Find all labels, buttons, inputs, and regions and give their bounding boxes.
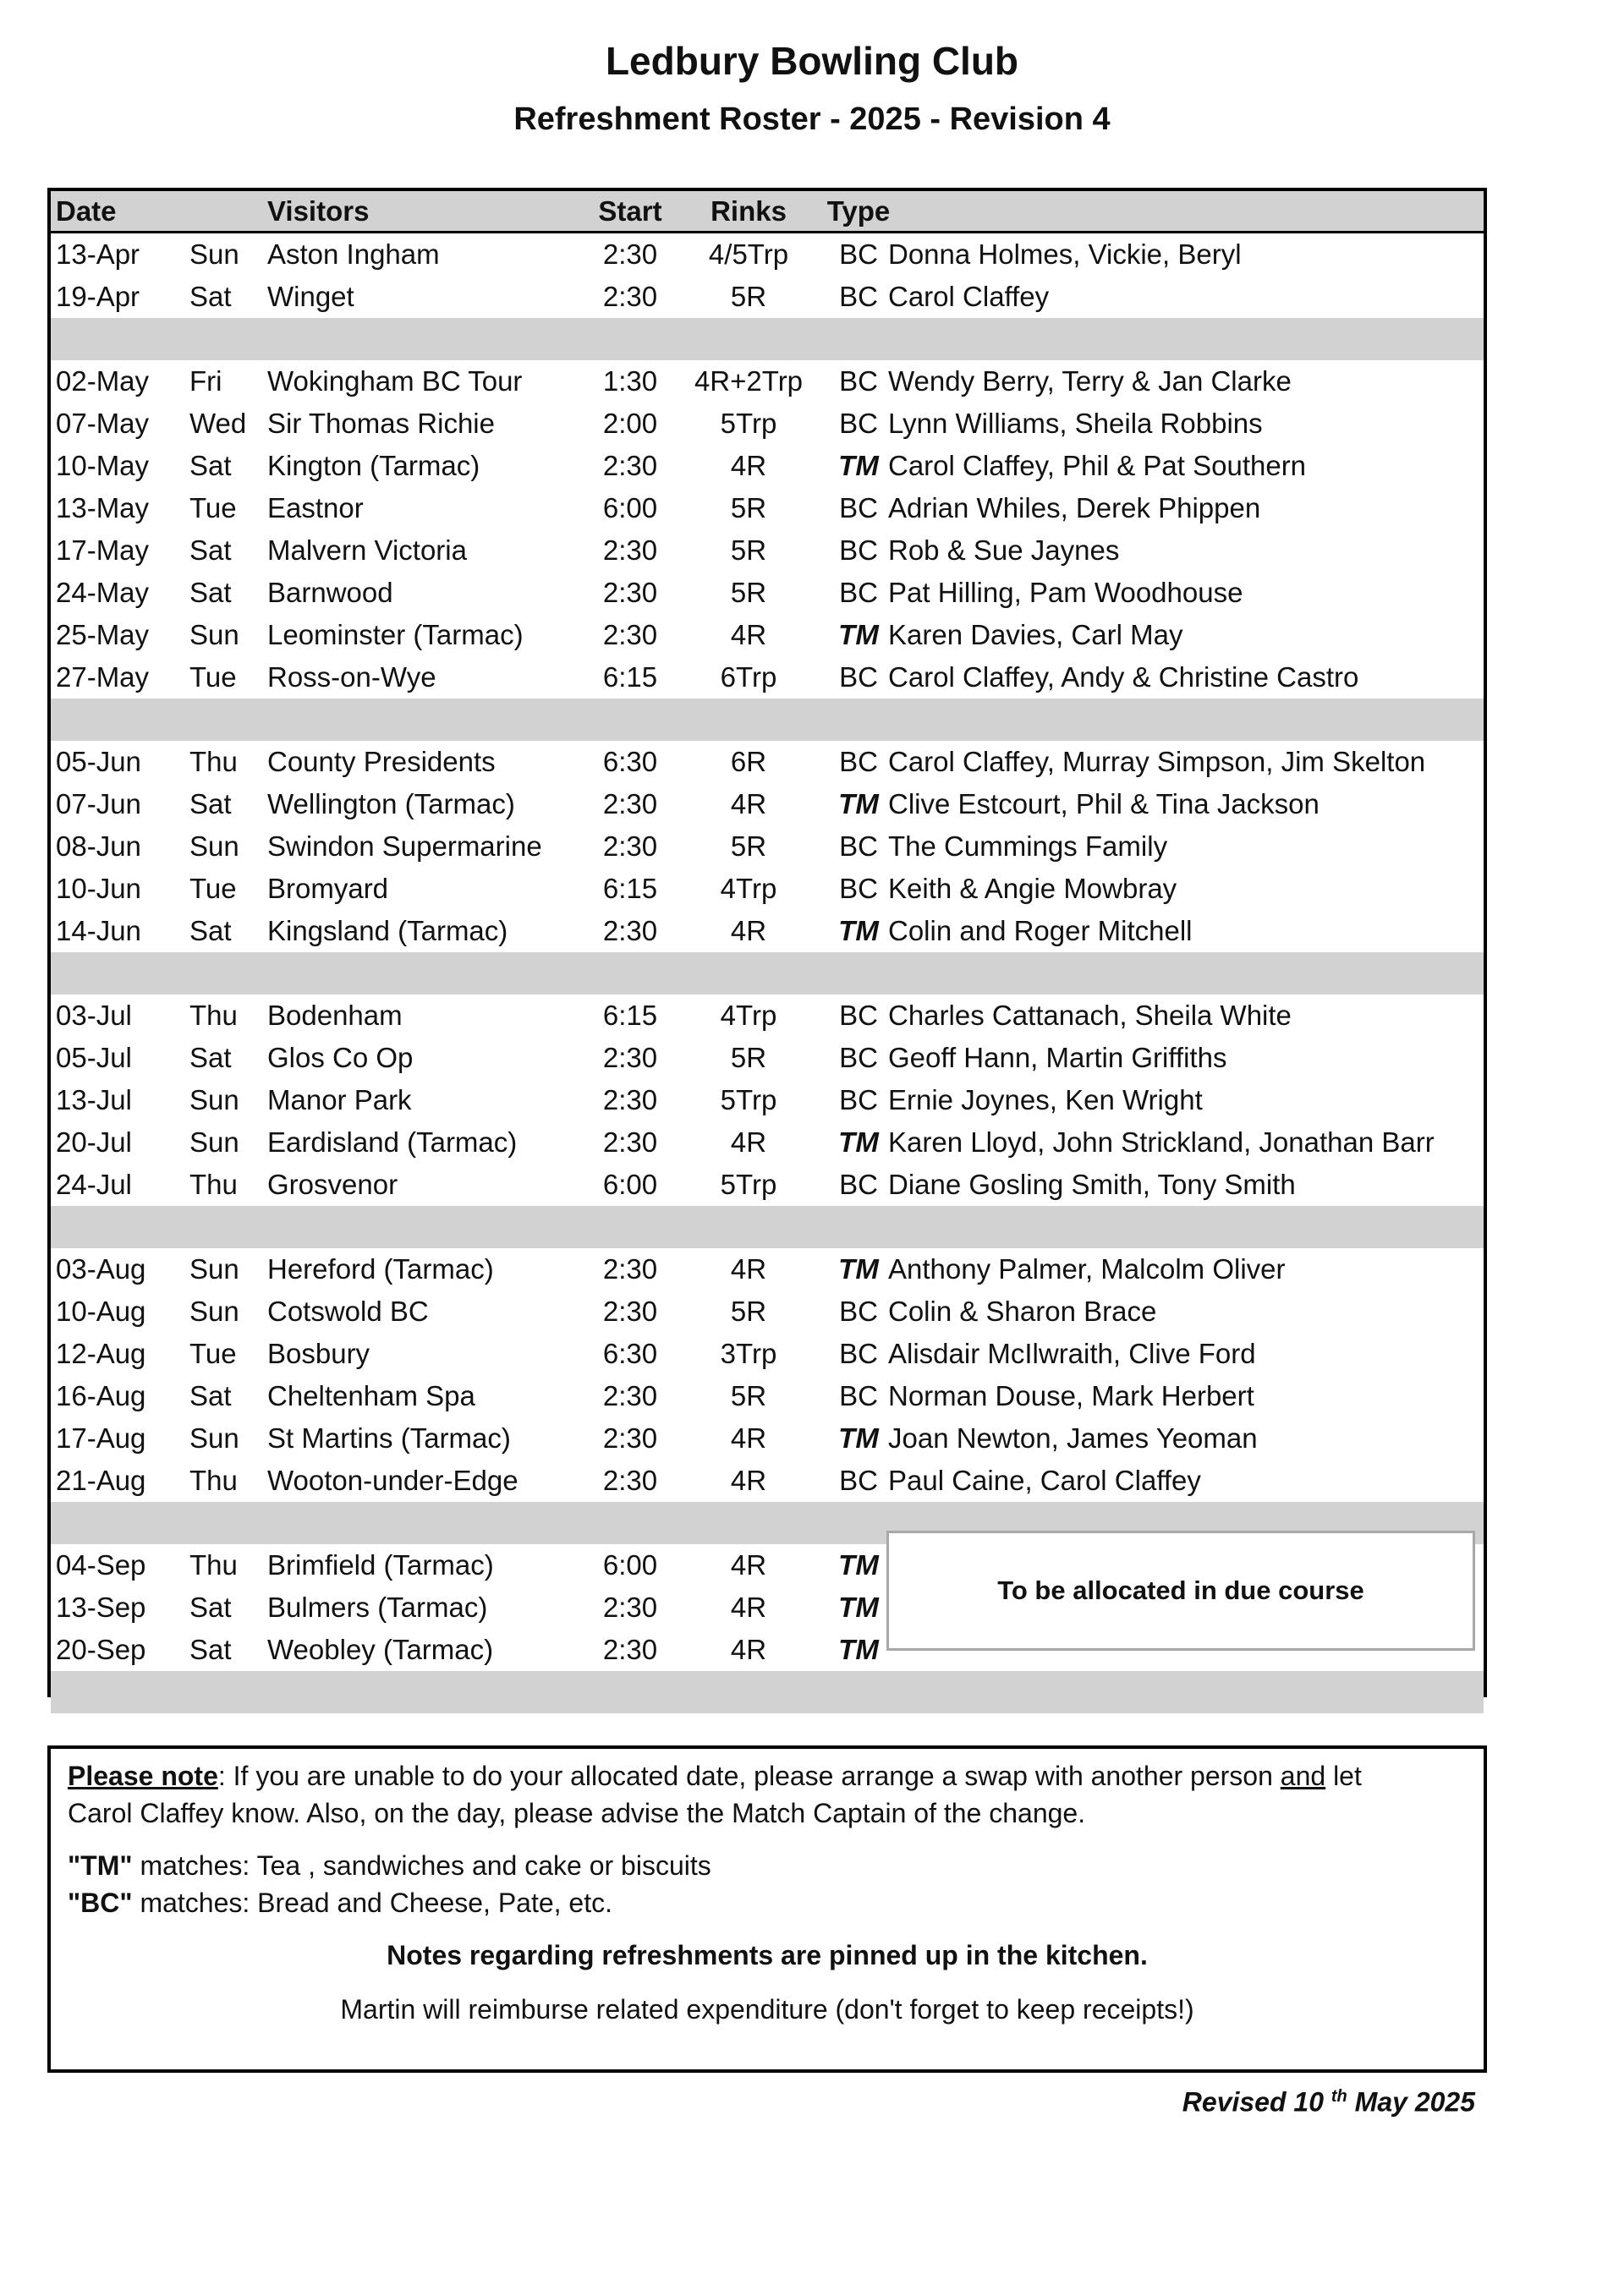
row-start: 2:00 [602, 408, 658, 439]
row-visitors: Bodenham [267, 1000, 403, 1031]
row-visitors: Eardisland (Tarmac) [267, 1126, 518, 1158]
row-helpers: Colin & Sharon Brace [888, 1296, 1157, 1327]
tm-label: "TM" [68, 1850, 133, 1881]
row-visitors: Bulmers (Tarmac) [267, 1592, 488, 1623]
row-date: 13-Sep [56, 1592, 146, 1623]
row-helpers: Karen Davies, Carl May [888, 619, 1183, 650]
row-visitors: Barnwood [267, 577, 393, 608]
row-day: Sun [189, 619, 239, 650]
table-row [51, 403, 1484, 445]
row-visitors: County Presidents [267, 746, 496, 777]
row-helpers: Carol Claffey [888, 281, 1050, 312]
row-type: TM [838, 788, 879, 819]
please-note-label: Please note [68, 1761, 218, 1791]
table-row [51, 572, 1484, 614]
table-row [51, 233, 1484, 276]
page-subtitle: Refreshment Roster - 2025 - Revision 4 [513, 101, 1111, 137]
row-start: 6:00 [602, 1549, 658, 1581]
row-rinks: 4R [730, 1465, 767, 1496]
row-date: 05-Jun [56, 746, 141, 777]
row-start: 6:00 [602, 492, 658, 523]
row-start: 2:30 [602, 1296, 658, 1327]
row-rinks: 4R [730, 1253, 767, 1285]
row-visitors: Wooton-under-Edge [267, 1465, 518, 1496]
row-date: 13-Apr [56, 238, 140, 270]
notes-and: and [1280, 1761, 1326, 1791]
row-visitors: Brimfield (Tarmac) [267, 1549, 494, 1581]
row-rinks: 4Trp [720, 873, 777, 904]
row-type: BC [839, 1042, 878, 1073]
notes-line-1-text: : If you are unable to do your allocated date, please arrange a swap with another person [217, 1761, 1281, 1791]
row-day: Sat [189, 915, 232, 946]
row-day: Sat [189, 1380, 232, 1411]
row-date: 25-May [56, 619, 150, 650]
table-row [51, 1333, 1484, 1375]
row-rinks: 4R [730, 619, 767, 650]
row-date: 20-Jul [56, 1126, 132, 1158]
row-day: Sun [189, 1126, 239, 1158]
header-rinks: Rinks [710, 195, 787, 227]
row-helpers: Ernie Joynes, Ken Wright [888, 1084, 1203, 1115]
roster-table [47, 188, 1487, 1697]
table-row [51, 529, 1484, 572]
row-type: BC [839, 365, 878, 397]
row-start: 2:30 [602, 450, 658, 481]
row-type: BC [839, 281, 878, 312]
row-rinks: 4Trp [720, 1000, 777, 1031]
row-start: 2:30 [602, 915, 658, 946]
row-day: Sat [189, 534, 232, 566]
table-row [51, 910, 1484, 952]
row-visitors: Sir Thomas Richie [267, 408, 495, 439]
row-type: TM [838, 450, 879, 481]
row-start: 1:30 [602, 365, 658, 397]
notes-line-2: Carol Claffey know. Also, on the day, please advise the Match Captain of the change. [68, 1798, 1086, 1828]
row-start: 2:30 [602, 830, 658, 862]
table-row [51, 1417, 1484, 1460]
row-type: TM [838, 1253, 879, 1285]
row-type: TM [838, 1592, 879, 1623]
row-start: 2:30 [602, 1634, 658, 1665]
row-helpers: Wendy Berry, Terry & Jan Clarke [888, 365, 1292, 397]
row-rinks: 5Trp [720, 408, 777, 439]
table-row [51, 868, 1484, 910]
row-date: 12-Aug [56, 1338, 146, 1369]
row-rinks: 5Trp [720, 1169, 777, 1200]
row-type: BC [839, 661, 878, 693]
row-helpers: Lynn Williams, Sheila Robbins [888, 408, 1263, 439]
row-helpers: Anthony Palmer, Malcolm Oliver [888, 1253, 1286, 1285]
table-row [51, 614, 1484, 656]
row-day: Sun [189, 1296, 239, 1327]
row-start: 6:30 [602, 1338, 658, 1369]
row-date: 04-Sep [56, 1549, 146, 1581]
row-start: 2:30 [602, 1253, 658, 1285]
month-separator [51, 1206, 1484, 1248]
row-date: 02-May [56, 365, 150, 397]
row-day: Fri [189, 365, 222, 397]
row-rinks: 3Trp [720, 1338, 777, 1369]
table-row [51, 360, 1484, 403]
row-type: BC [839, 1338, 878, 1369]
row-rinks: 4/5Trp [708, 238, 789, 270]
row-start: 6:00 [602, 1169, 658, 1200]
row-type: TM [838, 1634, 879, 1665]
row-rinks: 5R [730, 492, 767, 523]
kitchen-note: Notes regarding refreshments are pinned up in the kitchen. [387, 1940, 1148, 1970]
header-visitors: Visitors [267, 195, 370, 227]
revised-suffix: May 2025 [1347, 2086, 1475, 2118]
revised-prefix: Revised 10 [1182, 2086, 1331, 2118]
header-start: Start [598, 195, 662, 227]
row-rinks: 4R [730, 450, 767, 481]
row-start: 2:30 [602, 1126, 658, 1158]
row-rinks: 5R [730, 1380, 767, 1411]
row-visitors: Eastnor [267, 492, 364, 523]
row-helpers: Joan Newton, James Yeoman [888, 1422, 1258, 1454]
row-date: 10-May [56, 450, 150, 481]
row-date: 07-May [56, 408, 150, 439]
table-row [51, 1164, 1484, 1206]
row-date: 24-Jul [56, 1169, 132, 1200]
row-type: BC [839, 1000, 878, 1031]
row-rinks: 4R [730, 1592, 767, 1623]
row-day: Sun [189, 830, 239, 862]
row-date: 10-Jun [56, 873, 141, 904]
row-day: Sat [189, 1042, 232, 1073]
row-start: 2:30 [602, 788, 658, 819]
row-visitors: Malvern Victoria [267, 534, 467, 566]
table-row [51, 487, 1484, 529]
row-rinks: 5R [730, 830, 767, 862]
row-date: 03-Aug [56, 1253, 146, 1285]
notes-box [47, 1745, 1487, 2073]
row-helpers: The Cummings Family [888, 830, 1168, 862]
month-separator [51, 318, 1484, 360]
table-row [51, 276, 1484, 318]
row-start: 2:30 [602, 238, 658, 270]
revised-date [1100, 2075, 1475, 2123]
row-day: Thu [189, 1549, 238, 1581]
row-helpers: Charles Cattanach, Sheila White [888, 1000, 1292, 1031]
row-type: BC [839, 1296, 878, 1327]
row-type: BC [839, 577, 878, 608]
row-date: 10-Aug [56, 1296, 146, 1327]
row-visitors: Swindon Supermarine [267, 830, 542, 862]
row-rinks: 4R [730, 1634, 767, 1665]
row-rinks: 4R [730, 915, 767, 946]
row-visitors: Winget [267, 281, 354, 312]
row-day: Thu [189, 1000, 238, 1031]
row-date: 17-May [56, 534, 150, 566]
row-type: TM [838, 1422, 879, 1454]
row-day: Sat [189, 1592, 232, 1623]
row-type: BC [839, 746, 878, 777]
row-start: 6:15 [602, 661, 658, 693]
row-day: Tue [189, 873, 237, 904]
row-rinks: 5R [730, 281, 767, 312]
row-day: Sun [189, 1422, 239, 1454]
row-start: 2:30 [602, 577, 658, 608]
row-helpers: Donna Holmes, Vickie, Beryl [888, 238, 1242, 270]
notes-line-1-end: let [1325, 1761, 1362, 1791]
header-date: Date [56, 195, 117, 227]
row-start: 6:15 [602, 873, 658, 904]
month-separator [51, 699, 1484, 741]
row-day: Sun [189, 1253, 239, 1285]
table-row [51, 741, 1484, 783]
row-helpers: Pat Hilling, Pam Woodhouse [888, 577, 1243, 608]
row-helpers: Carol Claffey, Phil & Pat Southern [888, 450, 1307, 481]
row-date: 05-Jul [56, 1042, 132, 1073]
row-helpers: Paul Caine, Carol Claffey [888, 1465, 1201, 1496]
row-start: 2:30 [602, 1592, 658, 1623]
row-day: Thu [189, 746, 238, 777]
row-date: 13-May [56, 492, 150, 523]
row-rinks: 4R+2Trp [694, 365, 804, 397]
row-type: TM [838, 619, 879, 650]
tm-definition [68, 1847, 711, 1884]
row-date: 24-May [56, 577, 150, 608]
row-type: BC [839, 830, 878, 862]
row-visitors: Hereford (Tarmac) [267, 1253, 494, 1285]
row-date: 07-Jun [56, 788, 141, 819]
revised-sup: th [1330, 2087, 1347, 2106]
row-rinks: 6R [730, 746, 767, 777]
row-day: Sat [189, 788, 232, 819]
row-day: Tue [189, 1338, 237, 1369]
notes-line-1 [68, 1757, 1362, 1795]
row-helpers: Alisdair McIlwraith, Clive Ford [888, 1338, 1256, 1369]
row-start: 2:30 [602, 619, 658, 650]
row-type: BC [839, 1169, 878, 1200]
table-row [51, 825, 1484, 868]
row-start: 6:30 [602, 746, 658, 777]
row-day: Thu [189, 1465, 238, 1496]
row-date: 27-May [56, 661, 150, 693]
row-start: 2:30 [602, 1084, 658, 1115]
row-helpers: Clive Estcourt, Phil & Tina Jackson [888, 788, 1320, 819]
table-row [51, 1248, 1484, 1290]
row-type: BC [839, 492, 878, 523]
page-title: Ledbury Bowling Club [605, 39, 1019, 83]
row-start: 6:15 [602, 1000, 658, 1031]
row-type: TM [838, 1549, 879, 1581]
table-footer-band [51, 1671, 1484, 1713]
row-day: Tue [189, 492, 237, 523]
row-day: Sat [189, 577, 232, 608]
row-day: Sun [189, 238, 239, 270]
row-day: Wed [189, 408, 247, 439]
bc-text: matches: Bread and Cheese, Pate, etc. [132, 1888, 612, 1918]
row-visitors: Kington (Tarmac) [267, 450, 480, 481]
row-day: Thu [189, 1169, 238, 1200]
row-helpers: Diane Gosling Smith, Tony Smith [888, 1169, 1296, 1200]
table-row [51, 1460, 1484, 1502]
row-rinks: 4R [730, 1126, 767, 1158]
row-type: BC [839, 1380, 878, 1411]
row-visitors: Cheltenham Spa [267, 1380, 475, 1411]
to-be-allocated-box: To be allocated in due course [886, 1531, 1475, 1651]
row-rinks: 6Trp [720, 661, 777, 693]
row-start: 2:30 [602, 1422, 658, 1454]
bc-label: "BC" [68, 1888, 133, 1918]
row-visitors: Cotswold BC [267, 1296, 429, 1327]
bc-definition [68, 1884, 612, 1921]
row-start: 2:30 [602, 281, 658, 312]
month-separator [51, 952, 1484, 995]
row-helpers: Rob & Sue Jaynes [888, 534, 1120, 566]
table-header [51, 191, 1484, 233]
table-row [51, 1121, 1484, 1164]
row-date: 19-Apr [56, 281, 140, 312]
row-visitors: Weobley (Tarmac) [267, 1634, 494, 1665]
row-type: BC [839, 534, 878, 566]
row-visitors: Leominster (Tarmac) [267, 619, 524, 650]
row-type: BC [839, 408, 878, 439]
row-visitors: Ross-on-Wye [267, 661, 436, 693]
row-type: BC [839, 873, 878, 904]
row-type: BC [839, 238, 878, 270]
table-row [51, 1375, 1484, 1417]
table-row [51, 783, 1484, 825]
row-date: 16-Aug [56, 1380, 146, 1411]
reimburse-note: Martin will reimburse related expenditure (don't forget to keep receipts!) [340, 1994, 1194, 2025]
row-visitors: Glos Co Op [267, 1042, 414, 1073]
row-type: BC [839, 1465, 878, 1496]
row-start: 2:30 [602, 1042, 658, 1073]
row-visitors: Wellington (Tarmac) [267, 788, 515, 819]
row-rinks: 5R [730, 1042, 767, 1073]
row-visitors: Bromyard [267, 873, 389, 904]
row-rinks: 5R [730, 577, 767, 608]
row-helpers: Colin and Roger Mitchell [888, 915, 1193, 946]
row-rinks: 4R [730, 1422, 767, 1454]
table-row [51, 1037, 1484, 1079]
row-rinks: 5R [730, 534, 767, 566]
row-date: 03-Jul [56, 1000, 132, 1031]
table-row [51, 1079, 1484, 1121]
row-day: Sat [189, 281, 232, 312]
row-day: Sat [189, 450, 232, 481]
row-visitors: St Martins (Tarmac) [267, 1422, 511, 1454]
row-visitors: Aston Ingham [267, 238, 440, 270]
row-visitors: Grosvenor [267, 1169, 398, 1200]
row-rinks: 4R [730, 1549, 767, 1581]
row-helpers: Geoff Hann, Martin Griffiths [888, 1042, 1227, 1073]
row-visitors: Kingsland (Tarmac) [267, 915, 508, 946]
row-visitors: Manor Park [267, 1084, 412, 1115]
row-visitors: Wokingham BC Tour [267, 365, 523, 397]
tm-text: matches: Tea , sandwiches and cake or biscuits [132, 1850, 711, 1881]
row-date: 20-Sep [56, 1634, 146, 1665]
row-date: 14-Jun [56, 915, 141, 946]
row-rinks: 5R [730, 1296, 767, 1327]
row-start: 2:30 [602, 534, 658, 566]
table-row [51, 656, 1484, 699]
table-row [51, 995, 1484, 1037]
row-type: TM [838, 1126, 879, 1158]
row-start: 2:30 [602, 1380, 658, 1411]
row-type: BC [839, 1084, 878, 1115]
row-helpers: Adrian Whiles, Derek Phippen [888, 492, 1261, 523]
row-day: Tue [189, 661, 237, 693]
row-day: Sun [189, 1084, 239, 1115]
row-date: 21-Aug [56, 1465, 146, 1496]
row-date: 17-Aug [56, 1422, 146, 1454]
row-helpers: Keith & Angie Mowbray [888, 873, 1177, 904]
table-row [51, 1290, 1484, 1333]
header-type: Type [826, 195, 891, 227]
table-row [51, 445, 1484, 487]
row-type: TM [838, 915, 879, 946]
row-helpers: Karen Lloyd, John Strickland, Jonathan Barr [888, 1126, 1435, 1158]
row-helpers: Carol Claffey, Andy & Christine Castro [888, 661, 1359, 693]
row-visitors: Bosbury [267, 1338, 370, 1369]
row-date: 13-Jul [56, 1084, 132, 1115]
row-helpers: Carol Claffey, Murray Simpson, Jim Skelton [888, 746, 1426, 777]
row-day: Sat [189, 1634, 232, 1665]
row-rinks: 4R [730, 788, 767, 819]
row-date: 08-Jun [56, 830, 141, 862]
row-start: 2:30 [602, 1465, 658, 1496]
row-helpers: Norman Douse, Mark Herbert [888, 1380, 1254, 1411]
row-rinks: 5Trp [720, 1084, 777, 1115]
